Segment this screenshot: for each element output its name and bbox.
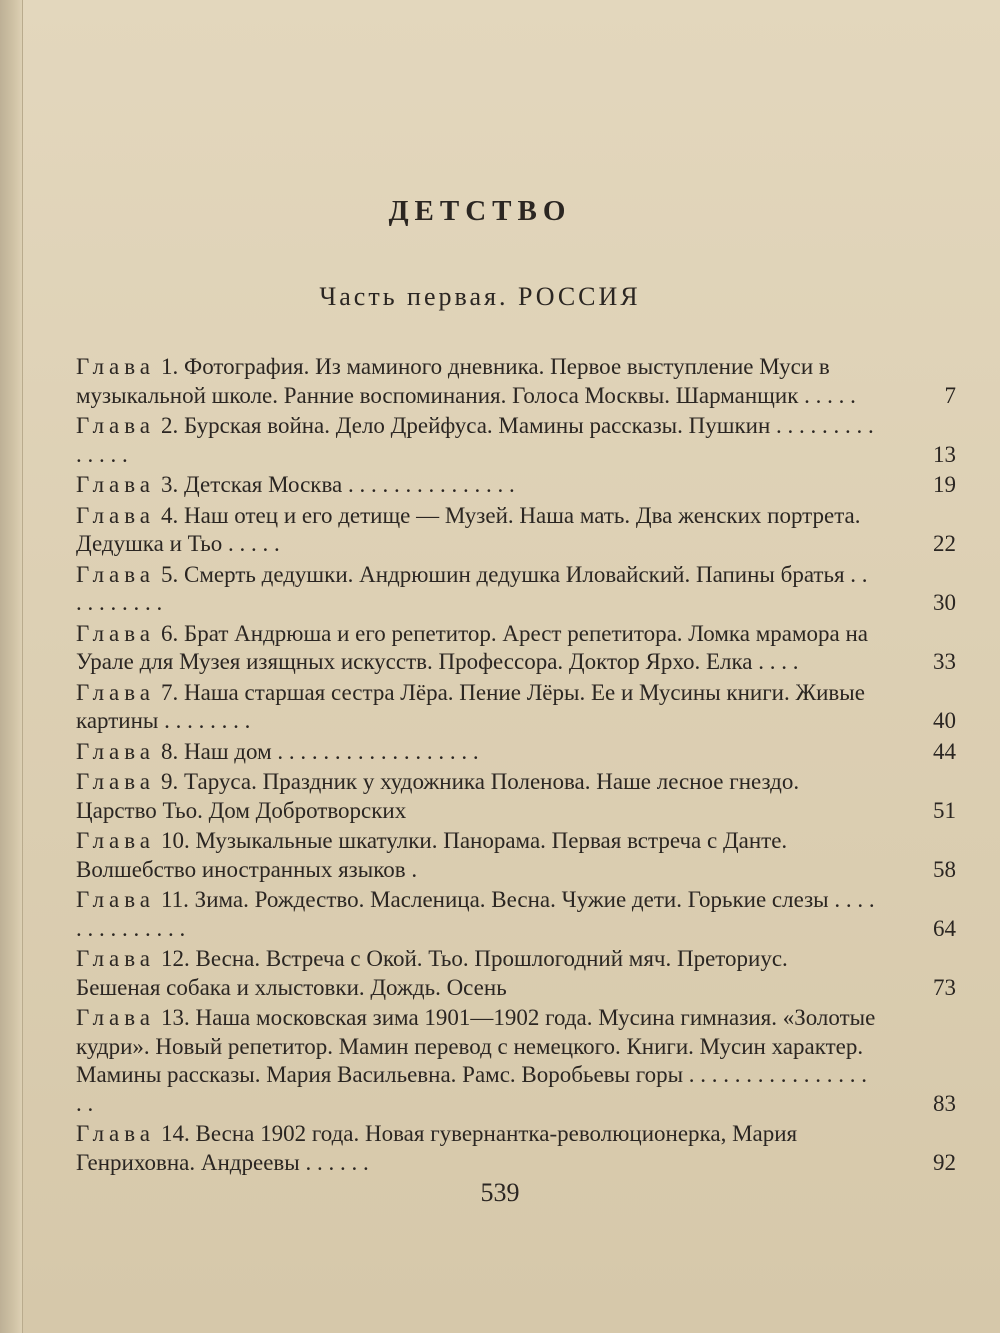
toc-entry [76,502,956,559]
page-number: 539 [480,1178,520,1207]
toc-entry [76,1120,956,1177]
chapter-label: Глава [76,679,156,705]
chapter-label: Глава [76,413,156,438]
toc-entry [76,561,956,618]
chapter-page-number: 51 [933,797,956,823]
chapter-title: 9. Таруса. Праздник у художника Поленова. Наше лесное гнездо. Царство Тьо. Дом Добротворских [76,769,800,823]
toc-entry [76,679,956,736]
toc-entry [76,353,956,410]
toc-entry [76,945,956,1002]
chapter-page-number: 40 [933,708,956,733]
chapter-page-number: 22 [933,531,956,556]
chapter-title: 2. Бурская война. Дело Дрейфуса. Мамины рассказы. Пушкин . . . . . . . . . . . . . . [76,413,874,467]
chapter-title: 10. Музыкальные шкатулки. Панорама. Первая встреча с Данте. Волшебство иностранных языков . [76,828,788,882]
chapter-title: 5. Смерть дедушки. Андрюшин дедушка Иловайский. Папины братья . . . . . . . . . . [76,561,868,615]
chapter-title: 1. Фотография. Из маминого дневника. Первое выступление Муси в музыкальной школе. Ранние воспоминания. Голоса Москвы. Шарманщик . . . . . [76,354,856,408]
toc-entry [76,1004,956,1118]
chapter-label: Глава [76,1005,156,1030]
chapter-page-number: 19 [933,472,956,497]
chapter-page-number: 83 [933,1090,956,1116]
chapter-page-number: 92 [933,1149,956,1175]
toc-entry [76,827,956,884]
chapter-label: Глава [76,472,156,497]
chapter-label: Глава [76,561,156,587]
chapter-title: 14. Весна 1902 года. Новая гувернантка-революционерка, Мария Генриховна. Андреевы . . . . . . [76,1121,798,1175]
chapter-page-number: 33 [933,649,956,674]
toc-entry [76,768,956,825]
chapter-page-number: 30 [933,590,956,615]
chapter-page-number: 58 [933,856,956,882]
part-heading: Часть первая. РОССИЯ [319,282,641,311]
chapter-label: Глава [76,828,156,853]
table-of-contents [76,353,956,1179]
toc-entry [76,886,956,943]
chapter-label: Глава [76,887,156,912]
chapter-page-number: 64 [933,915,956,941]
chapter-title: 4. Наш отец и его детище — Музей. Наша мать. Два женских портрета. Дедушка и Тьо . . . . . [76,502,861,556]
chapter-label: Глава [76,738,156,764]
toc-entry [76,738,956,767]
toc-entry [76,412,956,469]
toc-entry [76,620,956,677]
chapter-title: 3. Детская Москва . . . . . . . . . . . . . . . [161,472,515,497]
chapter-title: 7. Наша старшая сестра Лёра. Пение Лёры. Ее и Мусины книги. Живые картины . . . . . . . . [76,679,865,733]
chapter-title: 12. Весна. Встреча с Окой. Тьо. Прошлогодний мяч. Преториус. Бешеная собака и хлыстовки. Дождь. Осень [76,946,788,1000]
chapter-label: Глава [76,1121,156,1146]
chapter-title: 6. Брат Андрюша и его репетитор. Арест репетитора. Ломка мрамора на Урале для Музея изящных искусств. Профессора. Доктор Ярхо. Елка . . . . [76,620,869,674]
chapter-label: Глава [76,946,156,971]
toc-entry [76,471,956,500]
chapter-page-number: 44 [933,738,956,764]
chapter-label: Глава [76,502,156,528]
chapter-page-number: 73 [933,974,956,1000]
chapter-title: 11. Зима. Рождество. Масленица. Весна. Чужие дети. Горькие слезы . . . . . . . . . . . . . . [76,887,875,941]
chapter-label: Глава [76,354,156,379]
chapter-page-number: 7 [944,382,956,408]
chapter-title: 8. Наш дом . . . . . . . . . . . . . . . . . . [161,738,479,764]
chapter-label: Глава [76,769,156,794]
chapter-label: Глава [76,620,156,646]
section-title: ДЕТСТВО [388,195,572,227]
chapter-title: 13. Наша московская зима 1901—1902 года. Мусина гимназия. «Золотые кудри». Новый репетитор. Мамин перевод с немецкого. Книги. Мусин характер. Мамины рассказы. Мария Васильевна. Рамс. Воробьевы горы . . . . . . . . . . . . . . . . . . [76,1005,876,1116]
chapter-page-number: 13 [933,441,956,467]
